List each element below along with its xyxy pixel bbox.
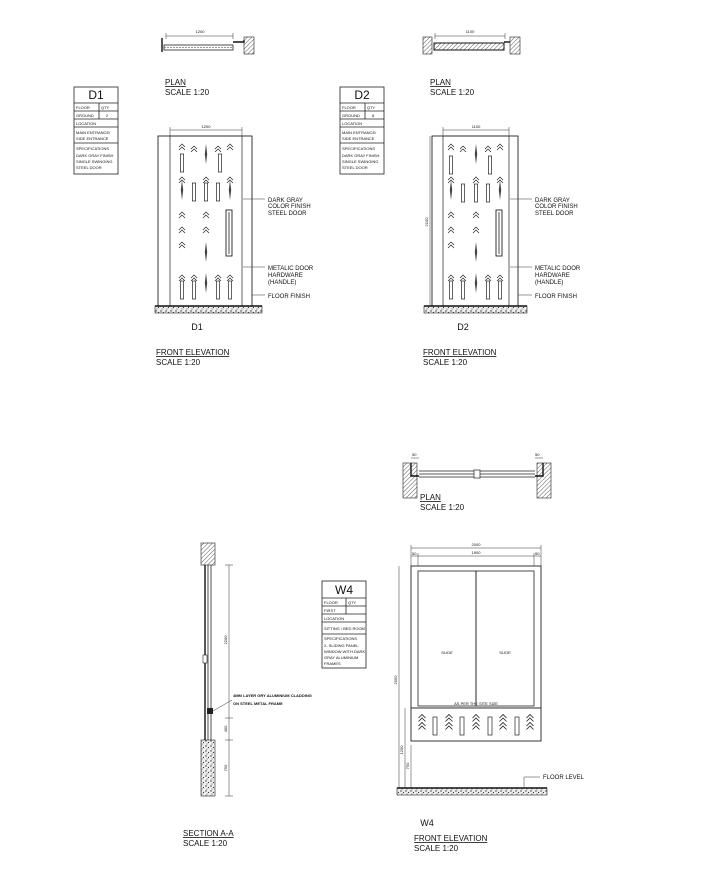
- window-w4-scale: SCALE 1:20: [414, 844, 459, 853]
- section-aa-note: ON STEEL METAL FRAME: [233, 701, 283, 706]
- door-d2-label: D2: [457, 322, 469, 332]
- schedule-d2-location-label: LOCATION: [342, 121, 363, 126]
- schedule-d1-location-line: SIDE ENTRANCE: [76, 136, 109, 141]
- plan-d1-dim: 1200: [195, 29, 205, 34]
- schedule-d1-code: D1: [88, 88, 104, 102]
- door-d1-note: (HANDLE): [268, 280, 297, 286]
- window-w4-lower-dim1: 1200: [399, 745, 404, 755]
- section-aa-dim-upper: 2200: [223, 635, 228, 645]
- door-d2-scale: SCALE 1:20: [423, 358, 468, 367]
- door-d2-note: METALIC DOOR: [535, 266, 581, 272]
- section-aa-note: 4MM LAYER GRY ALUMINIUM CLADDING: [233, 693, 312, 698]
- schedule-w4-spec-label: SPECIFICATIONS: [324, 636, 358, 641]
- plan-w4-right-dim: 50: [535, 452, 540, 457]
- door-d2-elevation: [423, 124, 581, 367]
- plan-w4: [403, 452, 551, 512]
- window-w4-as-per-note: AS PER THE SITE SIZE: [454, 701, 498, 706]
- schedule-w4-location-value: SITTING / BED ROOM: [324, 626, 365, 631]
- door-d1-label: D1: [191, 322, 203, 332]
- schedule-table-d1: [74, 87, 118, 174]
- plan-d1-title: PLAN: [165, 78, 186, 87]
- door-d1-note: STEEL DOOR: [268, 211, 307, 217]
- door-d1-note: DARK GRAY: [268, 198, 303, 204]
- plan-d1: [162, 29, 254, 97]
- schedule-w4-floor-value: FIRST: [324, 608, 336, 613]
- door-d1-note: FLOOR FINISH: [268, 294, 311, 300]
- section-aa: [183, 543, 312, 848]
- schedule-w4-qty-label: QTY: [348, 600, 357, 605]
- schedule-d2-spec-line: STEEL DOOR: [342, 165, 368, 170]
- schedule-w4-spec-line: FRAMES: [324, 661, 341, 666]
- plan-w4-scale: SCALE 1:20: [420, 503, 465, 512]
- plan-d1-scale: SCALE 1:20: [165, 88, 210, 97]
- plan-d2-scale: SCALE 1:20: [430, 88, 475, 97]
- door-d1-note: METALIC DOOR: [268, 266, 314, 272]
- window-w4-total-dim: 2000: [471, 542, 481, 547]
- plan-w4-title: PLAN: [420, 493, 441, 502]
- schedule-d1-qty-value: 2: [106, 113, 109, 118]
- window-w4-label: W4: [420, 818, 434, 828]
- schedule-w4-spec-line: WINDOW WITH DARK: [324, 649, 366, 654]
- door-d2-note: COLOR FINISH: [535, 204, 578, 210]
- plan-d2-dim: 1100: [465, 29, 475, 34]
- door-d2-width-dim: 1100: [471, 124, 481, 129]
- section-aa-dim-mid: 400: [223, 725, 228, 733]
- door-d2-note: STEEL DOOR: [535, 211, 574, 217]
- schedule-d1-spec-label: SPECIFICATIONS: [76, 146, 110, 151]
- door-d2-note: HARDWARE: [535, 273, 570, 279]
- door-d1-title: FRONT ELEVATION: [156, 348, 230, 357]
- schedule-d2-spec-line: DARK GRAY FINISH: [342, 153, 380, 158]
- section-aa-title: SECTION A-A: [183, 829, 234, 838]
- window-w4-panel-right: SLIDE: [499, 650, 511, 655]
- door-d2-note: FLOOR FINISH: [535, 294, 578, 300]
- door-d2-note: DARK GRAY: [535, 198, 570, 204]
- schedule-d2-spec-label: SPECIFICATIONS: [342, 146, 376, 151]
- schedule-d2-floor-label: FLOOR: [342, 105, 356, 110]
- door-d1-width-dim: 1200: [201, 124, 211, 129]
- schedule-d2-location-line: SIDE ENTRANCE: [342, 136, 375, 141]
- schedule-d1-location-label: LOCATION: [76, 121, 97, 126]
- section-aa-dim-low: 750: [223, 764, 228, 772]
- window-w4-height-dim: 2550: [393, 675, 398, 685]
- section-aa-scale: SCALE 1:20: [183, 839, 228, 848]
- schedule-d2-qty-value: 8: [372, 113, 375, 118]
- window-w4-right-dim: 50: [535, 551, 540, 556]
- schedule-table-w4: [322, 581, 366, 668]
- window-w4-lower-dim2: 750: [405, 762, 410, 770]
- door-d2-note: (HANDLE): [535, 280, 564, 286]
- door-d1-elevation: [155, 124, 314, 367]
- plan-d2-title: PLAN: [430, 78, 451, 87]
- schedule-w4-spec-line: GRAY ALUMINIUM: [324, 655, 359, 660]
- window-w4-elevation: [393, 542, 585, 853]
- door-d1-scale: SCALE 1:20: [156, 358, 201, 367]
- plan-d2: [423, 29, 520, 97]
- schedule-d1-spec-line: STEEL DOOR: [76, 165, 102, 170]
- schedule-d2-code: D2: [354, 88, 370, 102]
- window-w4-panel-left: SLIDE: [441, 650, 453, 655]
- schedule-w4-location-label: LOCATION: [324, 616, 345, 621]
- schedule-w4-floor-label: FLOOR: [324, 600, 338, 605]
- window-w4-left-dim: 50: [412, 551, 417, 556]
- plan-w4-left-dim: 50: [412, 452, 417, 457]
- schedule-w4-spec-line: 2- SLIDING PANEL: [324, 643, 359, 648]
- window-w4-floor-note: FLOOR LEVEL: [543, 775, 585, 781]
- schedule-table-d2: [340, 87, 384, 174]
- window-w4-inner-dim: 1900: [471, 550, 481, 555]
- door-d2-title: FRONT ELEVATION: [423, 348, 497, 357]
- schedule-w4-code: W4: [335, 583, 353, 597]
- schedule-d1-spec-line: DARK GRAY FINISH: [76, 153, 114, 158]
- door-d1-note: COLOR FINISH: [268, 204, 311, 210]
- door-d1-note: HARDWARE: [268, 273, 303, 279]
- schedule-d2-qty-label: QTY: [367, 105, 376, 110]
- window-w4-title: FRONT ELEVATION: [414, 834, 488, 843]
- schedule-d2-location-line: MAIN ENTRANCE/: [342, 130, 377, 135]
- door-d2-height-dim: 2100: [424, 217, 429, 227]
- schedule-d1-spec-line: SINGLE SWINGING: [76, 159, 113, 164]
- schedule-d2-spec-line: SINGLE SWINGING: [342, 159, 379, 164]
- schedule-d1-qty-label: QTY: [101, 105, 110, 110]
- schedule-d2-floor-value: GROUND: [342, 113, 360, 118]
- schedule-d1-floor-value: GROUND: [76, 113, 94, 118]
- schedule-d1-location-line: MAIN ENTRANCE/: [76, 130, 111, 135]
- schedule-d1-floor-label: FLOOR: [76, 105, 90, 110]
